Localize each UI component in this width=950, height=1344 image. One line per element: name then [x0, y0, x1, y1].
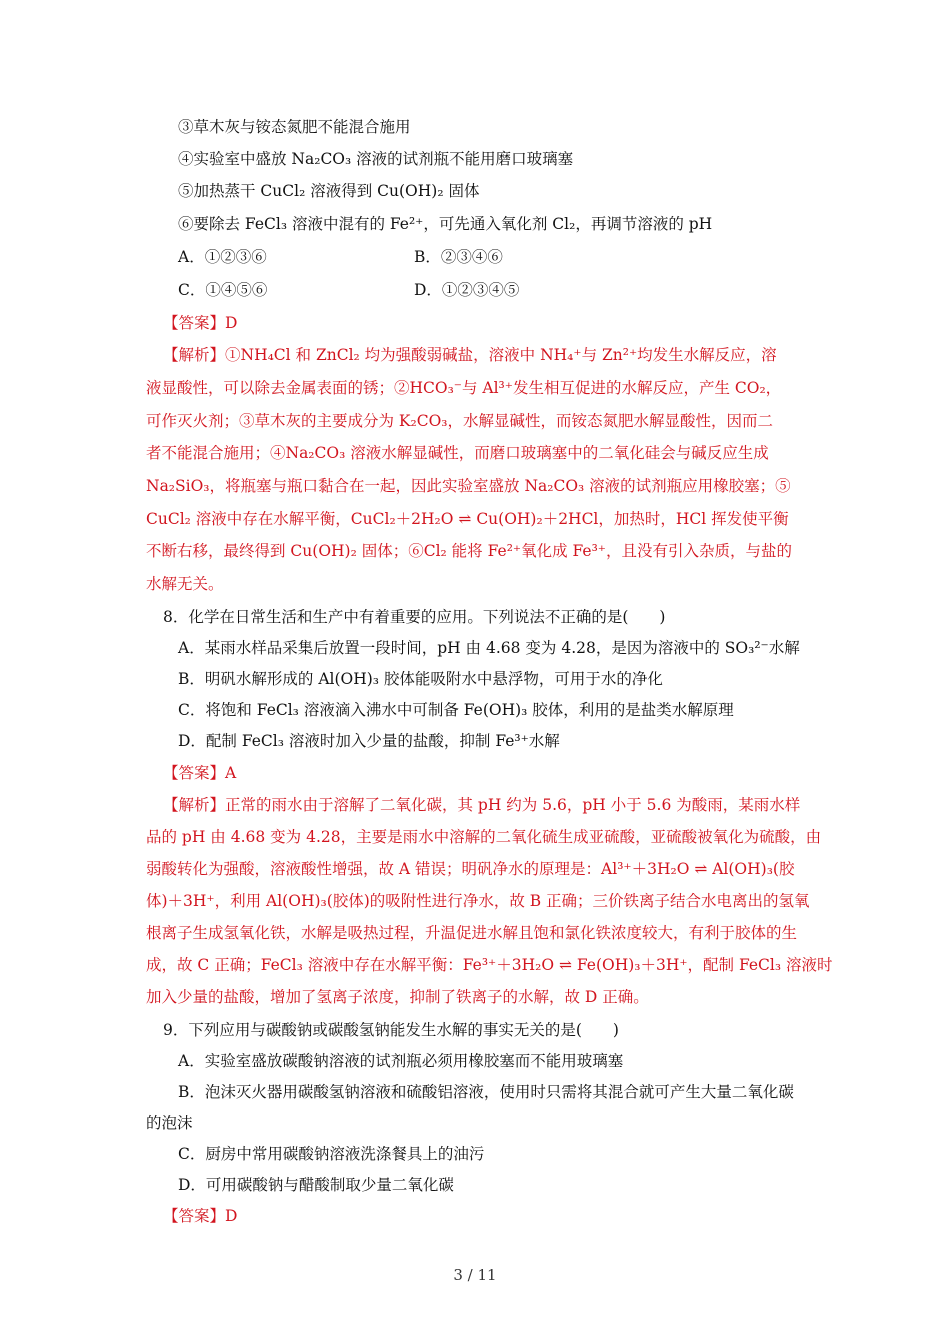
q8-analysis-line-1: 【解析】正常的雨水由于溶解了二氧化碳，其 pH 约为 5.6，pH 小于 5.6 为酸雨，某雨水样: [163, 796, 801, 814]
q8-analysis-line-2: 品的 pH 由 4.68 变为 4.28，主要是雨水中溶解的二氧化硫生成亚硫酸，亚硫酸被氧化为硫酸，由: [146, 828, 822, 846]
q9-option-d: D．可用碳酸钠与醋酸制取少量二氧化碳: [178, 1176, 454, 1194]
q8-option-c: C．将饱和 FeCl₃ 溶液滴入沸水中可制备 Fe(OH)₃ 胶体，利用的是盐类水解原理: [178, 701, 734, 719]
q8-answer: 【答案】A: [163, 764, 237, 782]
q7-analysis-line-4: 者不能混合施用；④Na₂CO₃ 溶液水解显碱性，而磨口玻璃塞中的二氧化硅会与碱反应生成: [146, 444, 769, 462]
q7-analysis-line-6: CuCl₂ 溶液中存在水解平衡，CuCl₂＋2H₂O ⇌ Cu(OH)₂＋2HCl，加热时，HCl 挥发使平衡: [146, 510, 789, 528]
q8-analysis-line-3: 弱酸转化为强酸，溶液酸性增强，故 A 错误；明矾净水的原理是：Al³⁺＋3H₂O ⇌ Al(OH)₃(胶: [146, 860, 795, 878]
q7-options-row-1: [178, 246, 267, 268]
q7-analysis-line-3: 可作灭火剂；③草木灰的主要成分为 K₂CO₃，水解显碱性，而铵态氮肥水解显酸性，因而二: [146, 412, 774, 430]
q9-option-b-line-2: 的泡沫: [146, 1114, 193, 1132]
q7-option-c: C．①④⑤⑥: [178, 281, 268, 299]
q8-analysis-line-4: 体)＋3H⁺，利用 Al(OH)₃(胶体)的吸附性进行净水，故 B 正确；三价铁离子结合水电离出的氢氧: [146, 892, 810, 910]
q9-stem: 9．下列应用与碳酸钠或碳酸氢钠能发生水解的事实无关的是( ): [163, 1021, 619, 1039]
q7-option-a: A．①②③⑥: [178, 248, 267, 266]
q7-item-3: ③草木灰与铵态氮肥不能混合施用: [178, 118, 411, 136]
q9-answer: 【答案】D: [163, 1207, 238, 1225]
page-number: 3 / 11: [453, 1266, 497, 1284]
q7-analysis-line-8: 水解无关。: [146, 575, 224, 593]
q9-option-c: C．厨房中常用碳酸钠溶液洗涤餐具上的油污: [178, 1145, 485, 1163]
q7-analysis-line-2: 液显酸性，可以除去金属表面的锈；②HCO₃⁻与 Al³⁺发生相互促进的水解反应，产生 CO₂，: [146, 379, 782, 397]
q7-item-4: ④实验室中盛放 Na₂CO₃ 溶液的试剂瓶不能用磨口玻璃塞: [178, 150, 574, 168]
q7-analysis-line-1: 【解析】①NH₄Cl 和 ZnCl₂ 均为强酸弱碱盐，溶液中 NH₄⁺与 Zn²⁺均发生水解反应，溶: [163, 346, 777, 364]
q9-option-a: A．实验室盛放碳酸钠溶液的试剂瓶必须用橡胶塞而不能用玻璃塞: [178, 1052, 624, 1070]
q7-item-6: ⑥要除去 FeCl₃ 溶液中混有的 Fe²⁺，可先通入氧化剂 Cl₂，再调节溶液的 pH: [178, 215, 713, 233]
q8-option-d: D．配制 FeCl₃ 溶液时加入少量的盐酸，抑制 Fe³⁺水解: [178, 732, 560, 750]
q7-answer: 【答案】D: [163, 314, 238, 332]
q8-analysis-line-5: 根离子生成氢氧化铁，水解是吸热过程，升温促进水解且饱和氯化铁浓度较大，有利于胶体的生: [146, 924, 798, 942]
q8-stem: 8．化学在日常生活和生产中有着重要的应用。下列说法不正确的是( ): [163, 608, 666, 626]
q8-option-a: A．某雨水样品采集后放置一段时间，pH 由 4.68 变为 4.28，是因为溶液中的 SO₃²⁻水解: [178, 639, 800, 657]
q8-option-b: B．明矾水解形成的 Al(OH)₃ 胶体能吸附水中悬浮物，可用于水的净化: [178, 670, 663, 688]
q7-option-b: B．②③④⑥: [414, 248, 503, 266]
q8-analysis-line-7: 加入少量的盐酸，增加了氢离子浓度，抑制了铁离子的水解，故 D 正确。: [146, 988, 649, 1006]
q8-analysis-line-6: 成，故 C 正确；FeCl₃ 溶液中存在水解平衡：Fe³⁺＋3H₂O ⇌ Fe(OH)₃＋3H⁺，配制 FeCl₃ 溶液时: [146, 956, 833, 974]
q7-analysis-line-5: Na₂SiO₃，将瓶塞与瓶口黏合在一起，因此实验室盛放 Na₂CO₃ 溶液的试剂瓶应用橡胶塞；⑤: [146, 477, 791, 495]
q9-option-b-line-1: B．泡沫灭火器用碳酸氢钠溶液和硫酸铝溶液，使用时只需将其混合就可产生大量二氧化碳: [178, 1083, 794, 1101]
q7-item-5: ⑤加热蒸干 CuCl₂ 溶液得到 Cu(OH)₂ 固体: [178, 182, 480, 200]
q7-option-d: D．①②③④⑤: [414, 281, 520, 299]
q7-analysis-line-7: 不断右移，最终得到 Cu(OH)₂ 固体；⑥Cl₂ 能将 Fe²⁺氧化成 Fe³⁺，且没有引入杂质，与盐的: [146, 542, 792, 560]
